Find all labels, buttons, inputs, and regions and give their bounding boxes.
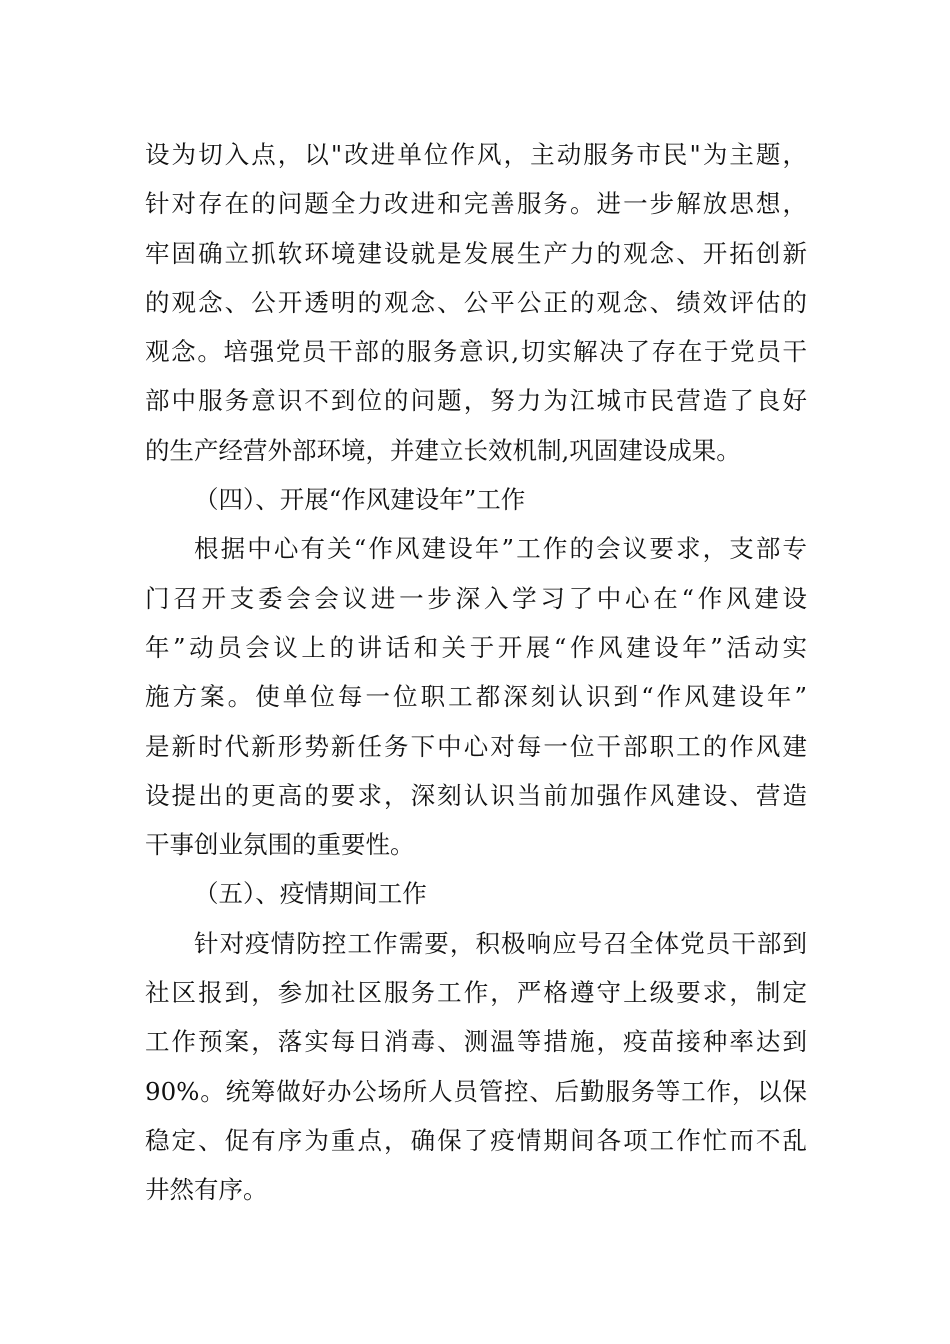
body-line: 设提出的更高的要求，深刻认识当前加强作风建设、营造 bbox=[145, 780, 807, 810]
body-line: 施方案。使单位每一位职工都深刻认识到“作风建设年” bbox=[145, 682, 807, 712]
body-line: 社区报到，参加社区服务工作，严格遵守上级要求，制定 bbox=[145, 978, 807, 1008]
body-line: 工作预案，落实每日消毒、测温等措施，疫苗接种率达到 bbox=[145, 1027, 807, 1057]
body-line: 是新时代新形势新任务下中心对每一位干部职工的作风建 bbox=[145, 731, 807, 761]
body-line: 观念。培强党员干部的服务意识,切实解决了存在于党员干 bbox=[145, 337, 807, 367]
section-heading-5: （五）、疫情期间工作 bbox=[194, 879, 427, 909]
body-line: 的生产经营外部环境，并建立长效机制,巩固建设成果。 bbox=[145, 435, 741, 465]
body-line: 门召开支委会会议进一步深入学习了中心在“作风建设 bbox=[145, 583, 807, 613]
body-line: 针对疫情防控工作需要，积极响应号召全体党员干部到 bbox=[194, 928, 807, 958]
body-line: 的观念、公开透明的观念、公平公正的观念、绩效评估的 bbox=[145, 287, 807, 317]
body-line: 年”动员会议上的讲话和关于开展“作风建设年”活动实 bbox=[145, 632, 807, 662]
body-line: 井然有序。 bbox=[145, 1175, 268, 1205]
body-line: 稳定、促有序为重点，确保了疫情期间各项工作忙而不乱 bbox=[145, 1125, 807, 1155]
body-line: 干事创业氛围的重要性。 bbox=[145, 830, 415, 860]
document-body bbox=[145, 130, 807, 1215]
body-line: 90%。统筹做好办公场所人员管控、后勤服务等工作，以保 bbox=[145, 1076, 807, 1106]
body-line: 设为切入点，以"改进单位作风，主动服务市民"为主题， bbox=[145, 140, 807, 169]
body-line: 牢固确立抓软环境建设就是发展生产力的观念、开拓创新 bbox=[145, 238, 807, 268]
body-line: 部中服务意识不到位的问题，努力为江城市民营造了良好 bbox=[145, 386, 807, 416]
body-line: 根据中心有关“作风建设年”工作的会议要求，支部专 bbox=[194, 534, 807, 564]
section-heading-4: （四）、开展“作风建设年”工作 bbox=[194, 485, 526, 515]
body-line: 针对存在的问题全力改进和完善服务。进一步解放思想， bbox=[145, 189, 807, 219]
